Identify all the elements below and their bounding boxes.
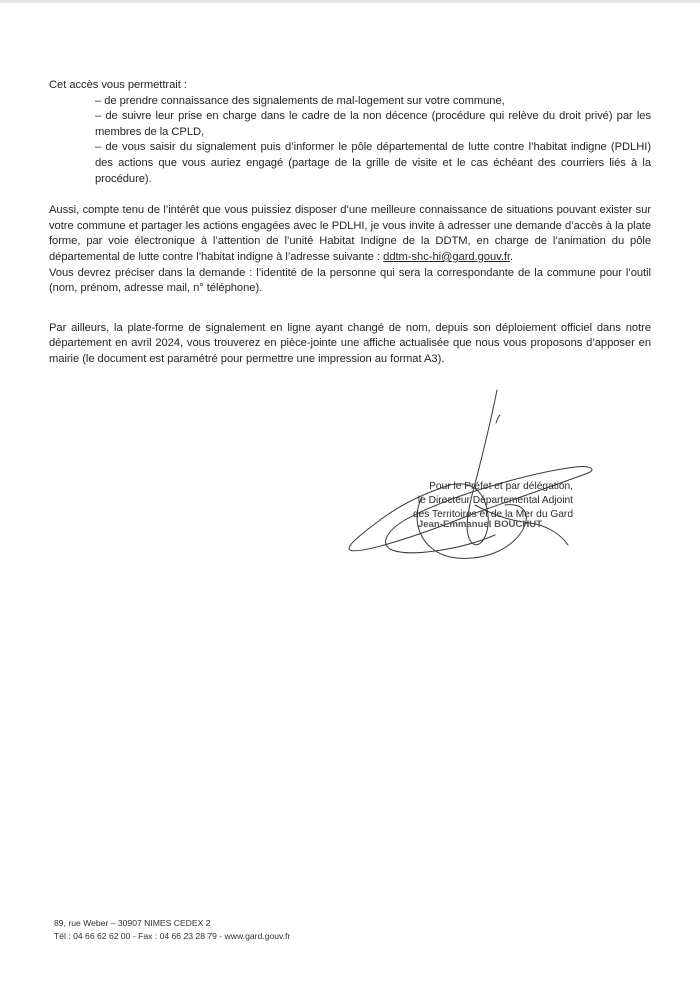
email-link[interactable]: ddtm-shc-hi@gard.gouv.fr — [383, 250, 511, 263]
footer — [54, 917, 290, 942]
intro-line: Cet accès vous permettrait : — [49, 79, 187, 91]
bullet-item: – de prendre connaissance des signalements de mal-logement sur votre commune, — [95, 94, 505, 107]
signature-block — [330, 385, 600, 565]
scan-top-edge — [0, 0, 700, 3]
bullet-item: – de vous saisir du signalement puis d’informer le pôle départemental de lutte contre l’habitat indigne (PDLHI) des actions que vous auriez engagé (partage de la grille de visite et le cas échéant des courriers liés à la procédure). — [95, 141, 651, 185]
email-suffix: . — [510, 250, 514, 263]
footer-contact: Tél : 04 66 62 62 00 - Fax : 04 66 23 28 79 - www.gard.gouv.fr — [54, 930, 291, 941]
signatory-title — [363, 480, 573, 522]
bullet-item: – de suivre leur prise en charge dans le cadre de la non décence (procédure qui relève du droit privé) par les membres de la CPLD, — [95, 110, 651, 138]
required-info-paragraph: Vous devrez préciser dans la demande : l’identité de la personne qui sera la correspondante de la commune pour l’outil (nom, prénom, adresse mail, n° téléphone). — [49, 266, 651, 295]
signature-line: des Territoires et de la Mer du Gard — [412, 509, 573, 520]
footer-address: 89, rue Weber – 30907 NIMES CEDEX 2 — [54, 918, 211, 928]
signature-line: le Directeur Départemental Adjoint — [417, 495, 573, 506]
letter-body — [49, 78, 651, 368]
access-request-paragraph — [49, 203, 651, 265]
signatory-name: Jean-Emmanuel BOUCHUT — [417, 519, 543, 530]
handwritten-signature-icon — [330, 385, 600, 565]
signature-line: Pour le Préfet et par délégation, — [429, 481, 573, 492]
access-request-text: Aussi, compte tenu de l’intérêt que vous puissiez disposer d’une meilleure connaissance de situations pouvant exister sur votre commune et partager les actions engagées avec le PDLHI, je vous invite à adresser une demande d’accès à la plate forme, par voie électronique à l’attention de l’unité Habitat Indigne de la DDTM, en charge de l’animation du pôle départemental de lutte contre l’habitat indigne à l’adresse suivante : — [49, 204, 651, 263]
poster-paragraph: Par ailleurs, la plate-forme de signalement en ligne ayant changé de nom, depuis son déploiement officiel dans notre département en avril 2024, vous trouverez en pièce-jointe une affiche actualisée que nous vous proposons d’apposer en mairie (le document est paramétré pour permettre une impression au format A3). — [49, 321, 651, 365]
